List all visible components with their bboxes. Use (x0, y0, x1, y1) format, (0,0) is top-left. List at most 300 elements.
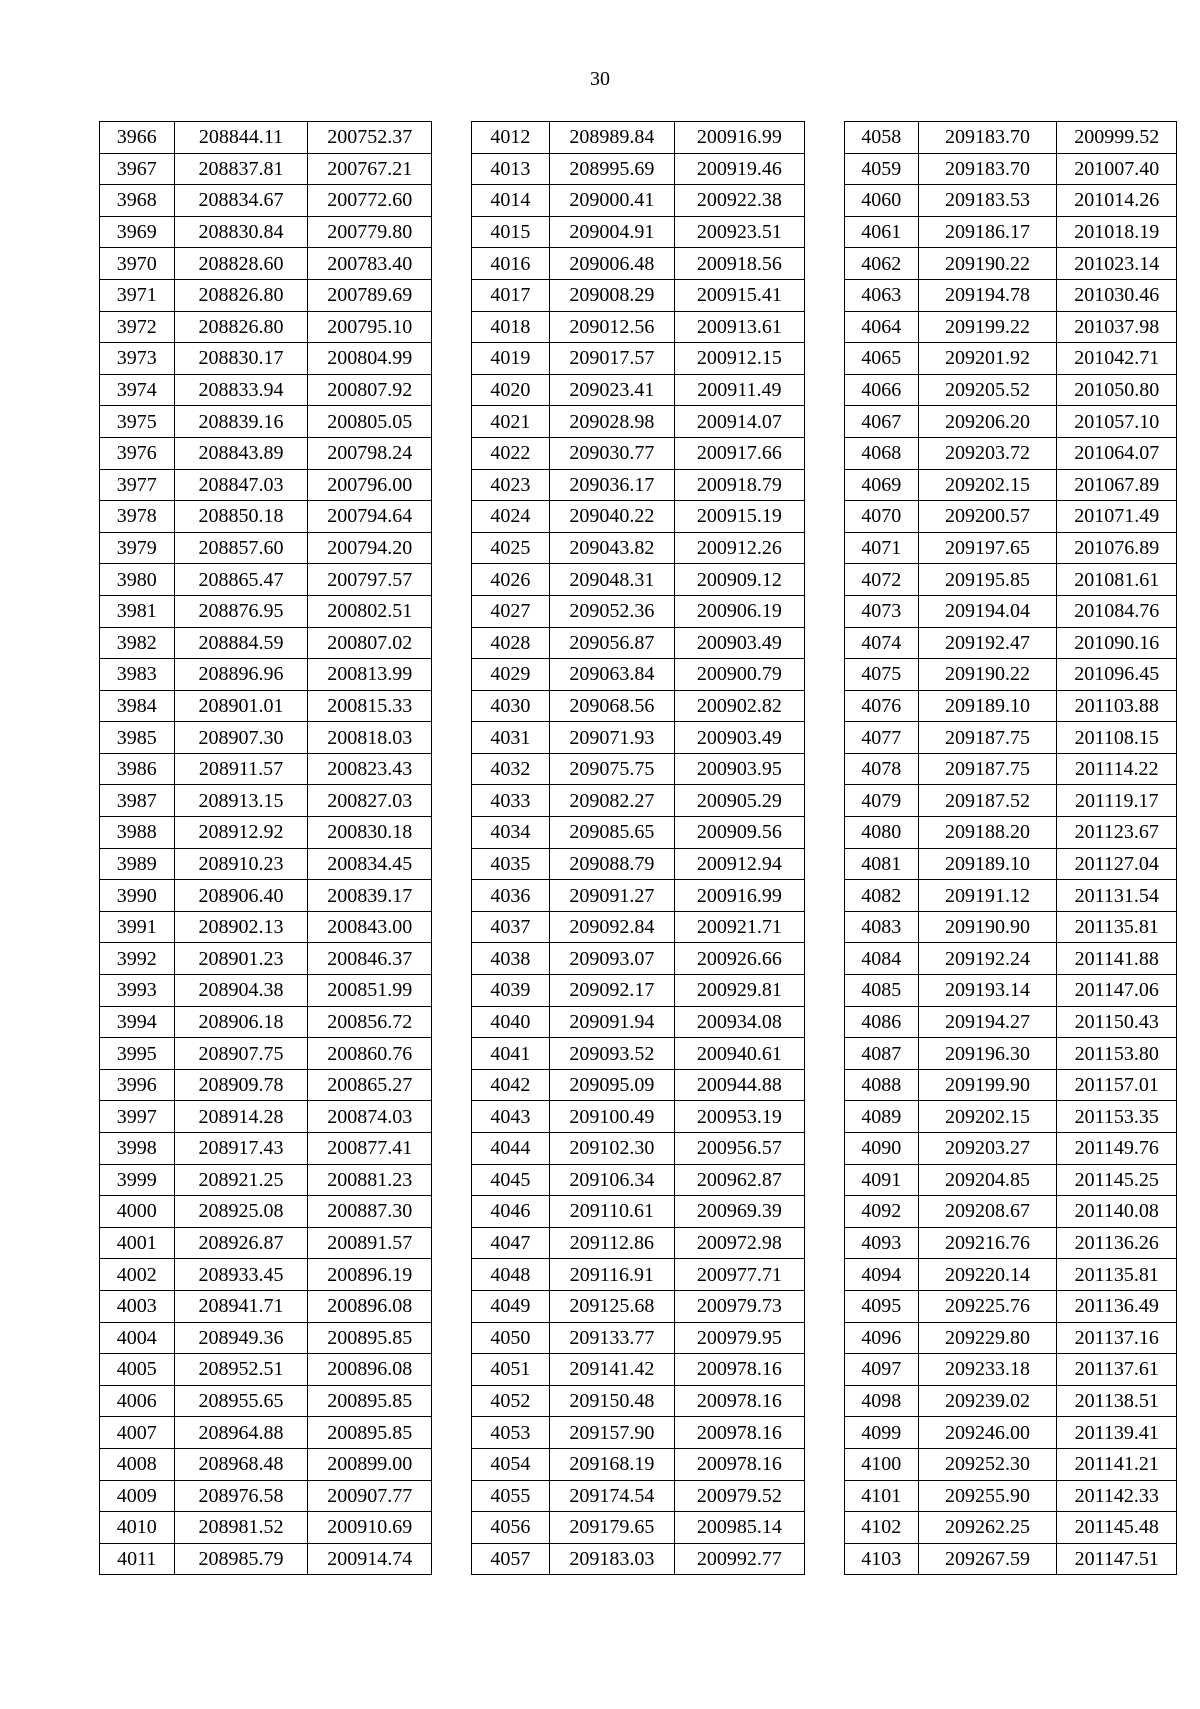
y-coordinate-cell: 200896.19 (308, 1259, 432, 1291)
point-number-cell: 4094 (845, 1259, 919, 1291)
table-row (100, 722, 432, 754)
point-number-cell: 4090 (845, 1133, 919, 1165)
x-coordinate-cell: 208976.58 (174, 1480, 308, 1512)
y-coordinate-cell: 200895.85 (308, 1322, 432, 1354)
table-row (472, 817, 805, 849)
table-row (100, 1354, 432, 1386)
table-row (472, 469, 805, 501)
x-coordinate-cell: 208826.80 (174, 311, 308, 343)
y-coordinate-cell: 200896.08 (308, 1290, 432, 1322)
table-row (100, 469, 432, 501)
table-row (472, 185, 805, 217)
table-row (100, 1480, 432, 1512)
y-coordinate-cell: 200900.79 (674, 659, 804, 691)
x-coordinate-cell: 209125.68 (549, 1290, 674, 1322)
x-coordinate-cell: 209199.22 (918, 311, 1057, 343)
point-number-cell: 4080 (845, 817, 919, 849)
table-row (100, 880, 432, 912)
point-number-cell: 3977 (100, 469, 175, 501)
y-coordinate-cell: 200874.03 (308, 1101, 432, 1133)
x-coordinate-cell: 209102.30 (549, 1133, 674, 1165)
x-coordinate-cell: 209183.53 (918, 185, 1057, 217)
y-coordinate-cell: 201050.80 (1057, 374, 1177, 406)
y-coordinate-cell: 200999.52 (1057, 122, 1177, 154)
y-coordinate-cell: 200992.77 (674, 1543, 804, 1575)
y-coordinate-cell: 201090.16 (1057, 627, 1177, 659)
point-number-cell: 4006 (100, 1385, 175, 1417)
x-coordinate-cell: 209190.22 (918, 659, 1057, 691)
x-coordinate-cell: 209133.77 (549, 1322, 674, 1354)
table-row (100, 1290, 432, 1322)
x-coordinate-cell: 209194.27 (918, 1006, 1057, 1038)
x-coordinate-cell: 208830.17 (174, 343, 308, 375)
point-number-cell: 4063 (845, 279, 919, 311)
point-number-cell: 4061 (845, 216, 919, 248)
x-coordinate-cell: 208847.03 (174, 469, 308, 501)
table-row (472, 1480, 805, 1512)
y-coordinate-cell: 200899.00 (308, 1448, 432, 1480)
x-coordinate-cell: 209189.10 (918, 690, 1057, 722)
point-number-cell: 4027 (472, 595, 550, 627)
x-coordinate-cell: 208907.30 (174, 722, 308, 754)
y-coordinate-cell: 200910.69 (308, 1512, 432, 1544)
table-row (472, 943, 805, 975)
point-number-cell: 3980 (100, 564, 175, 596)
table-row (845, 1512, 1177, 1544)
point-number-cell: 3991 (100, 911, 175, 943)
y-coordinate-cell: 201137.16 (1057, 1322, 1177, 1354)
y-coordinate-cell: 200843.00 (308, 911, 432, 943)
y-coordinate-cell: 200919.46 (674, 153, 804, 185)
table-row (472, 343, 805, 375)
table-row (472, 532, 805, 564)
point-number-cell: 4092 (845, 1196, 919, 1228)
point-number-cell: 4079 (845, 785, 919, 817)
x-coordinate-cell: 208906.18 (174, 1006, 308, 1038)
y-coordinate-cell: 201127.04 (1057, 848, 1177, 880)
table-row (845, 1448, 1177, 1480)
table-row (472, 153, 805, 185)
table-row (472, 437, 805, 469)
point-number-cell: 3966 (100, 122, 175, 154)
point-number-cell: 4100 (845, 1448, 919, 1480)
x-coordinate-cell: 208843.89 (174, 437, 308, 469)
table-row (845, 501, 1177, 533)
x-coordinate-cell: 208926.87 (174, 1227, 308, 1259)
table-row (100, 753, 432, 785)
y-coordinate-cell: 200794.64 (308, 501, 432, 533)
table-row (100, 785, 432, 817)
point-number-cell: 4020 (472, 374, 550, 406)
y-coordinate-cell: 200917.66 (674, 437, 804, 469)
table-row (472, 785, 805, 817)
table-row (472, 911, 805, 943)
y-coordinate-cell: 200903.49 (674, 627, 804, 659)
y-coordinate-cell: 200895.85 (308, 1385, 432, 1417)
y-coordinate-cell: 200903.49 (674, 722, 804, 754)
table-row (100, 311, 432, 343)
x-coordinate-cell: 209043.82 (549, 532, 674, 564)
x-coordinate-cell: 209000.41 (549, 185, 674, 217)
point-number-cell: 4044 (472, 1133, 550, 1165)
x-coordinate-cell: 209071.93 (549, 722, 674, 754)
table-row (100, 1164, 432, 1196)
x-coordinate-cell: 209088.79 (549, 848, 674, 880)
y-coordinate-cell: 200887.30 (308, 1196, 432, 1228)
x-coordinate-cell: 209203.72 (918, 437, 1057, 469)
x-coordinate-cell: 208865.47 (174, 564, 308, 596)
point-number-cell: 4030 (472, 690, 550, 722)
page-number: 30 (590, 68, 610, 90)
table-row (100, 848, 432, 880)
table-row (100, 1543, 432, 1575)
x-coordinate-cell: 208902.13 (174, 911, 308, 943)
x-coordinate-cell: 209194.04 (918, 595, 1057, 627)
x-coordinate-cell: 209190.90 (918, 911, 1057, 943)
point-number-cell: 4087 (845, 1038, 919, 1070)
y-coordinate-cell: 200767.21 (308, 153, 432, 185)
x-coordinate-cell: 208830.84 (174, 216, 308, 248)
y-coordinate-cell: 200909.12 (674, 564, 804, 596)
point-number-cell: 4028 (472, 627, 550, 659)
point-number-cell: 4035 (472, 848, 550, 880)
point-number-cell: 4049 (472, 1290, 550, 1322)
point-number-cell: 4042 (472, 1069, 550, 1101)
x-coordinate-cell: 209201.92 (918, 343, 1057, 375)
y-coordinate-cell: 200804.99 (308, 343, 432, 375)
y-coordinate-cell: 200914.07 (674, 406, 804, 438)
point-number-cell: 3985 (100, 722, 175, 754)
x-coordinate-cell: 209092.17 (549, 975, 674, 1007)
point-number-cell: 4034 (472, 817, 550, 849)
x-coordinate-cell: 209191.12 (918, 880, 1057, 912)
y-coordinate-cell: 200944.88 (674, 1069, 804, 1101)
table-row (845, 1101, 1177, 1133)
x-coordinate-cell: 209202.15 (918, 469, 1057, 501)
point-number-cell: 4022 (472, 437, 550, 469)
x-coordinate-cell: 209229.80 (918, 1322, 1057, 1354)
table-row (472, 1322, 805, 1354)
x-coordinate-cell: 209239.02 (918, 1385, 1057, 1417)
point-number-cell: 4085 (845, 975, 919, 1007)
x-coordinate-cell: 209168.19 (549, 1448, 674, 1480)
point-number-cell: 4089 (845, 1101, 919, 1133)
x-coordinate-cell: 209092.84 (549, 911, 674, 943)
x-coordinate-cell: 208839.16 (174, 406, 308, 438)
point-number-cell: 4002 (100, 1259, 175, 1291)
y-coordinate-cell: 200972.98 (674, 1227, 804, 1259)
point-number-cell: 4031 (472, 722, 550, 754)
x-coordinate-cell: 209183.03 (549, 1543, 674, 1575)
y-coordinate-cell: 200779.80 (308, 216, 432, 248)
table-row (472, 374, 805, 406)
coordinate-table-2 (471, 121, 805, 1575)
y-coordinate-cell: 200940.61 (674, 1038, 804, 1070)
y-coordinate-cell: 201123.67 (1057, 817, 1177, 849)
y-coordinate-cell: 201149.76 (1057, 1133, 1177, 1165)
point-number-cell: 4059 (845, 153, 919, 185)
point-number-cell: 3971 (100, 279, 175, 311)
y-coordinate-cell: 200969.39 (674, 1196, 804, 1228)
point-number-cell: 4021 (472, 406, 550, 438)
point-number-cell: 4093 (845, 1227, 919, 1259)
x-coordinate-cell: 209006.48 (549, 248, 674, 280)
table-row (472, 248, 805, 280)
point-number-cell: 4047 (472, 1227, 550, 1259)
table-row (472, 501, 805, 533)
point-number-cell: 4011 (100, 1543, 175, 1575)
coordinate-table-3 (844, 121, 1177, 1575)
y-coordinate-cell: 201145.25 (1057, 1164, 1177, 1196)
table-row (472, 1227, 805, 1259)
x-coordinate-cell: 208844.11 (174, 122, 308, 154)
y-coordinate-cell: 200794.20 (308, 532, 432, 564)
y-coordinate-cell: 200789.69 (308, 279, 432, 311)
x-coordinate-cell: 209150.48 (549, 1385, 674, 1417)
point-number-cell: 4019 (472, 343, 550, 375)
table-row (845, 1417, 1177, 1449)
table-row (100, 1512, 432, 1544)
point-number-cell: 4014 (472, 185, 550, 217)
y-coordinate-cell: 200839.17 (308, 880, 432, 912)
x-coordinate-cell: 209075.75 (549, 753, 674, 785)
table-row (100, 911, 432, 943)
y-coordinate-cell: 201030.46 (1057, 279, 1177, 311)
point-number-cell: 4096 (845, 1322, 919, 1354)
y-coordinate-cell: 201067.89 (1057, 469, 1177, 501)
y-coordinate-cell: 200752.37 (308, 122, 432, 154)
point-number-cell: 4001 (100, 1227, 175, 1259)
x-coordinate-cell: 209012.56 (549, 311, 674, 343)
x-coordinate-cell: 208921.25 (174, 1164, 308, 1196)
x-coordinate-cell: 209233.18 (918, 1354, 1057, 1386)
x-coordinate-cell: 209216.76 (918, 1227, 1057, 1259)
x-coordinate-cell: 209091.94 (549, 1006, 674, 1038)
y-coordinate-cell: 200905.29 (674, 785, 804, 817)
y-coordinate-cell: 200911.49 (674, 374, 804, 406)
table-row (845, 690, 1177, 722)
table-row (472, 975, 805, 1007)
y-coordinate-cell: 201139.41 (1057, 1417, 1177, 1449)
point-number-cell: 3983 (100, 659, 175, 691)
point-number-cell: 4010 (100, 1512, 175, 1544)
x-coordinate-cell: 208857.60 (174, 532, 308, 564)
y-coordinate-cell: 200956.57 (674, 1133, 804, 1165)
x-coordinate-cell: 208828.60 (174, 248, 308, 280)
table-row (845, 848, 1177, 880)
y-coordinate-cell: 200856.72 (308, 1006, 432, 1038)
point-number-cell: 4065 (845, 343, 919, 375)
table-row (100, 1133, 432, 1165)
x-coordinate-cell: 209208.67 (918, 1196, 1057, 1228)
table-row (472, 1259, 805, 1291)
y-coordinate-cell: 201103.88 (1057, 690, 1177, 722)
x-coordinate-cell: 208912.92 (174, 817, 308, 849)
table-row (100, 406, 432, 438)
table-row (472, 1354, 805, 1386)
point-number-cell: 4024 (472, 501, 550, 533)
x-coordinate-cell: 209190.22 (918, 248, 1057, 280)
x-coordinate-cell: 209112.86 (549, 1227, 674, 1259)
point-number-cell: 4032 (472, 753, 550, 785)
table-row (100, 437, 432, 469)
y-coordinate-cell: 200807.92 (308, 374, 432, 406)
y-coordinate-cell: 200953.19 (674, 1101, 804, 1133)
x-coordinate-cell: 208964.88 (174, 1417, 308, 1449)
y-coordinate-cell: 200807.02 (308, 627, 432, 659)
table-row (845, 975, 1177, 1007)
table-row (845, 1069, 1177, 1101)
y-coordinate-cell: 200978.16 (674, 1385, 804, 1417)
table-row (845, 1543, 1177, 1575)
y-coordinate-cell: 201136.49 (1057, 1290, 1177, 1322)
point-number-cell: 4040 (472, 1006, 550, 1038)
y-coordinate-cell: 200795.10 (308, 311, 432, 343)
y-coordinate-cell: 200851.99 (308, 975, 432, 1007)
point-number-cell: 4045 (472, 1164, 550, 1196)
x-coordinate-cell: 209199.90 (918, 1069, 1057, 1101)
point-number-cell: 4026 (472, 564, 550, 596)
x-coordinate-cell: 209189.10 (918, 848, 1057, 880)
y-coordinate-cell: 201142.33 (1057, 1480, 1177, 1512)
x-coordinate-cell: 208906.40 (174, 880, 308, 912)
x-coordinate-cell: 209186.17 (918, 216, 1057, 248)
point-number-cell: 4018 (472, 311, 550, 343)
y-coordinate-cell: 201157.01 (1057, 1069, 1177, 1101)
point-number-cell: 4053 (472, 1417, 550, 1449)
table-row (472, 1006, 805, 1038)
point-number-cell: 4099 (845, 1417, 919, 1449)
point-number-cell: 4067 (845, 406, 919, 438)
x-coordinate-cell: 209196.30 (918, 1038, 1057, 1070)
y-coordinate-cell: 200797.57 (308, 564, 432, 596)
x-coordinate-cell: 208884.59 (174, 627, 308, 659)
y-coordinate-cell: 200913.61 (674, 311, 804, 343)
table-row (472, 1543, 805, 1575)
x-coordinate-cell: 208909.78 (174, 1069, 308, 1101)
table-row (845, 437, 1177, 469)
table-row (845, 659, 1177, 691)
table-row (472, 216, 805, 248)
table-row (845, 1133, 1177, 1165)
x-coordinate-cell: 208933.45 (174, 1259, 308, 1291)
table-row (472, 1069, 805, 1101)
table-row (845, 122, 1177, 154)
table-row (845, 817, 1177, 849)
point-number-cell: 3981 (100, 595, 175, 627)
y-coordinate-cell: 201131.54 (1057, 880, 1177, 912)
x-coordinate-cell: 208925.08 (174, 1196, 308, 1228)
point-number-cell: 3982 (100, 627, 175, 659)
table-row (472, 311, 805, 343)
table-row (845, 1006, 1177, 1038)
y-coordinate-cell: 201135.81 (1057, 1259, 1177, 1291)
point-number-cell: 4081 (845, 848, 919, 880)
y-coordinate-cell: 200934.08 (674, 1006, 804, 1038)
point-number-cell: 4102 (845, 1512, 919, 1544)
point-number-cell: 3992 (100, 943, 175, 975)
table-row (845, 248, 1177, 280)
point-number-cell: 4009 (100, 1480, 175, 1512)
point-number-cell: 4048 (472, 1259, 550, 1291)
point-number-cell: 3973 (100, 343, 175, 375)
point-number-cell: 3989 (100, 848, 175, 880)
x-coordinate-cell: 209187.75 (918, 722, 1057, 754)
x-coordinate-cell: 208910.23 (174, 848, 308, 880)
point-number-cell: 4069 (845, 469, 919, 501)
table-row (100, 1069, 432, 1101)
x-coordinate-cell: 209116.91 (549, 1259, 674, 1291)
point-number-cell: 4082 (845, 880, 919, 912)
x-coordinate-cell: 208901.01 (174, 690, 308, 722)
table-row (845, 880, 1177, 912)
y-coordinate-cell: 201064.07 (1057, 437, 1177, 469)
table-row (100, 1038, 432, 1070)
y-coordinate-cell: 200798.24 (308, 437, 432, 469)
table-row (845, 469, 1177, 501)
x-coordinate-cell: 209017.57 (549, 343, 674, 375)
table-row (845, 279, 1177, 311)
table-row (100, 248, 432, 280)
point-number-cell: 4068 (845, 437, 919, 469)
table-row (472, 1448, 805, 1480)
y-coordinate-cell: 200818.03 (308, 722, 432, 754)
x-coordinate-cell: 209202.15 (918, 1101, 1057, 1133)
x-coordinate-cell: 209030.77 (549, 437, 674, 469)
point-number-cell: 4077 (845, 722, 919, 754)
y-coordinate-cell: 201136.26 (1057, 1227, 1177, 1259)
x-coordinate-cell: 209068.56 (549, 690, 674, 722)
x-coordinate-cell: 208941.71 (174, 1290, 308, 1322)
table-row (100, 343, 432, 375)
table-row (845, 1196, 1177, 1228)
point-number-cell: 3986 (100, 753, 175, 785)
y-coordinate-cell: 200846.37 (308, 943, 432, 975)
x-coordinate-cell: 209187.52 (918, 785, 1057, 817)
x-coordinate-cell: 209063.84 (549, 659, 674, 691)
x-coordinate-cell: 209195.85 (918, 564, 1057, 596)
table-row (100, 659, 432, 691)
x-coordinate-cell: 209206.20 (918, 406, 1057, 438)
y-coordinate-cell: 200985.14 (674, 1512, 804, 1544)
y-coordinate-cell: 201096.45 (1057, 659, 1177, 691)
y-coordinate-cell: 200860.76 (308, 1038, 432, 1070)
x-coordinate-cell: 209052.36 (549, 595, 674, 627)
y-coordinate-cell: 200830.18 (308, 817, 432, 849)
table-row (472, 659, 805, 691)
x-coordinate-cell: 209028.98 (549, 406, 674, 438)
y-coordinate-cell: 200923.51 (674, 216, 804, 248)
table-row (845, 911, 1177, 943)
point-number-cell: 4008 (100, 1448, 175, 1480)
y-coordinate-cell: 200979.73 (674, 1290, 804, 1322)
y-coordinate-cell: 200827.03 (308, 785, 432, 817)
point-number-cell: 4071 (845, 532, 919, 564)
table-row (100, 532, 432, 564)
x-coordinate-cell: 209255.90 (918, 1480, 1057, 1512)
x-coordinate-cell: 209267.59 (918, 1543, 1057, 1575)
table-row (472, 753, 805, 785)
table-row (472, 1417, 805, 1449)
x-coordinate-cell: 209036.17 (549, 469, 674, 501)
point-number-cell: 4060 (845, 185, 919, 217)
table-row (472, 690, 805, 722)
y-coordinate-cell: 200895.85 (308, 1417, 432, 1449)
y-coordinate-cell: 201007.40 (1057, 153, 1177, 185)
y-coordinate-cell: 200772.60 (308, 185, 432, 217)
point-number-cell: 3967 (100, 153, 175, 185)
table-row (472, 627, 805, 659)
